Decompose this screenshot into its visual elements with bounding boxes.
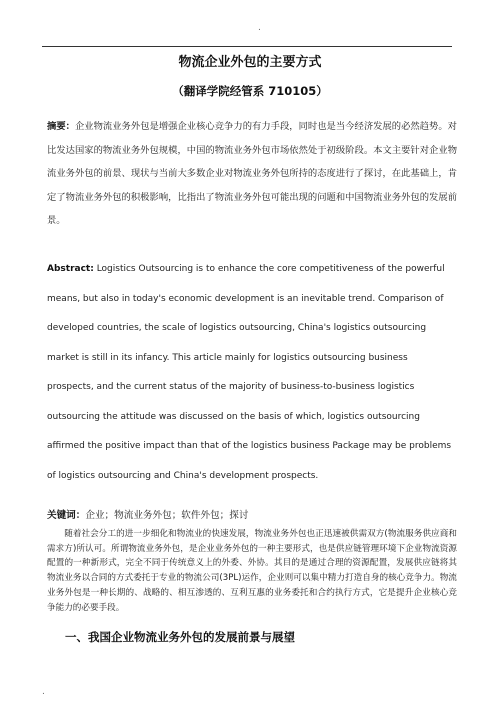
section-heading: 一、我国企业物流业务外包的发展前景与展望 [65,630,295,644]
abstract-english [47,255,457,491]
top-page-mark: . [258,23,261,33]
abstract-english-label: Abstract: [47,264,94,274]
keywords-text: 企业；物流业务外包；软件外包；探讨 [85,510,249,521]
header-rule [42,46,452,47]
keywords-label: 关键词： [47,510,86,521]
document-subtitle: （翻译学院经管系 710105） [172,84,328,98]
abstract-chinese-label: 摘要： [47,121,75,132]
document-title: 物流企业外包的主要方式 [178,55,322,70]
abstract-chinese [47,115,457,233]
bottom-page-mark: . [42,687,45,697]
abstract-english-text: Logistics Outsourcing is to enhance the core competitiveness of the powerful means, but also in today's economic development is an inevitable trend. Comparison of developed countries, the scale of logistics outsourcing, China's logistics outsourcing market is still in its infancy. This article mainly for logistics outsourcing business prospects, and the current status of the majority of business-to-business logistics outsourcing the attitude was discussed on the basis of which, logistics outsourcing affirmed the positive impact than that of the logistics business Package may be problems of logistics outsourcing and China's development prospects. [47,264,452,481]
abstract-chinese-text: 企业物流业务外包是增强企业核心竞争力的有力手段，同时也是当今经济发展的必然趋势。对比发达国家的物流业务外包规模，中国的物流业务外包市场依然处于初级阶段。本文主要针对企业物流业务外包的前景、现状与当前大多数企业对物流业务外包所持的态度进行了探讨，在此基础上，肯定了物流业务外包的积极影响，比指出了物流业务外包可能出现的问题和中国物流业务外包的发展前景。 [47,121,457,226]
body-paragraph: 随着社会分工的进一步细化和物流业的快速发展，物流业务外包也正迅速被供需双方(物流服务供应商和需求方)所认可。所谓物流业务外包，是企业业务外包的一种主要形式，也是供应链管理环境下企业物流资源配置的一种新形式，完全不同于传统意义上的外委、外协。其目的是通过合理的资源配置，发展供应链将其物流业务以合同的方式委托于专业的物流公司(3PL)运作，企业则可以集中精力打造自身的核心竞争力。物流业务外包是一种长期的、战略的、相互渗透的、互利互惠的业务委托和合约执行方式，它是提升企业核心竞争能力的必要手段。 [47,529,457,613]
keywords [47,509,457,523]
